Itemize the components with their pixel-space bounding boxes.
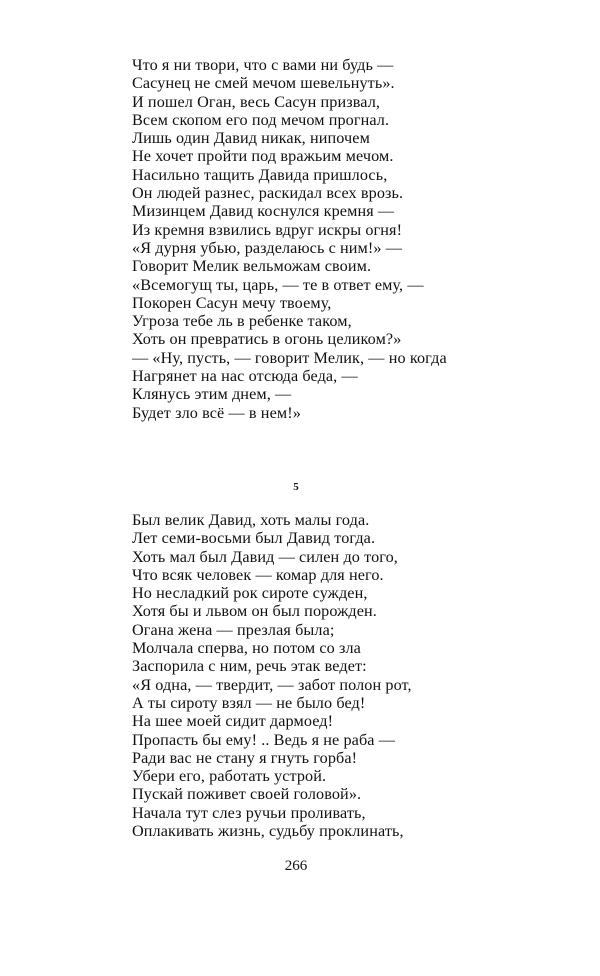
poem-line: Начала тут слез ручьи проливать, [132,803,366,822]
poem-line: Говорит Мелик вельможам своим. [132,257,372,276]
poem-line: Покорен Сасун мечу твоему, [132,293,332,312]
poem-line: Ради вас не стану я гнуть горба! [132,748,358,767]
poem-line: Что всяк человек — комар для него. [132,565,384,584]
poem-line: А ты сироту взял — не было бед! [132,693,366,712]
poem-line: Лет семи-восьми был Давид тогда. [132,529,376,548]
poem-line: «Я дурня убью, разделаюсь с ним!» — [132,238,402,257]
poem-line: Заспорила с ним, речь этак ведет: [132,657,367,676]
poem-line: Пускай поживет своей головой». [132,785,362,804]
section-number: 5 [293,481,299,493]
poem-line: Убери его, работать устрой. [132,767,327,786]
poem-line: Хотя бы и львом он был порожден. [132,602,377,621]
poem-stanza-2 [132,511,572,840]
poem-stanza-1 [132,56,572,422]
poem-line: Нагрянет на нас отсюда беда, — [132,367,358,386]
poem-line: Клянусь этим днем, — [132,385,292,404]
poem-line: Пропасть бы ему! .. Ведь я не раба — [132,730,396,749]
poem-line: Но несладкий рок сироте сужден, [132,584,368,603]
poem-line: Из кремня взвились вдруг искры огня! [132,220,403,239]
poem-line: Оплакивать жизнь, судьбу проклинать, [132,822,404,841]
poem-line: И пошел Оган, весь Сасун призвал, [132,92,381,111]
poem-line: Всем скопом его под мечом прогнал. [132,110,390,129]
poem-line: Мизинцем Давид коснулся кремня — [132,202,395,221]
poem-line: «Всемогущ ты, царь, — те в ответ ему, — [132,275,424,294]
poem-line: Хоть мал был Давид — силен до того, [132,547,398,566]
poem-line: Хоть он превратись в огонь целиком?» [132,330,402,349]
poem-line: — «Ну, пусть, — говорит Мелик, — но когда [132,348,447,367]
poem-line: Не хочет пройти под вражьим мечом. [132,147,394,166]
poem-line: Угроза тебе ль в ребенке таком, [132,312,352,331]
poem-line: Он людей разнес, раскидал всех врозь. [132,184,404,203]
poem-line: Будет зло всё — в нем!» [132,403,301,422]
poem-line: Сасунец не смей мечом шевельнуть». [132,74,395,93]
poem-line: Насильно тащить Давида пришлось, [132,165,388,184]
poem-line: Что я ни твори, что с вами ни будь — [132,56,394,74]
poem-line: На шее моей сидит дармоед! [132,712,334,731]
page-number: 266 [284,858,308,874]
poem-line: Огана жена — презлая была; [132,620,335,639]
poem-line: Молчала сперва, но потом со зла [132,639,361,658]
poem-line: Был велик Давид, хоть малы года. [132,511,370,529]
poem-line: Лишь один Давид никак, нипочем [132,129,370,148]
poem-line: «Я одна, — твердит, — забот полон рот, [132,675,412,694]
